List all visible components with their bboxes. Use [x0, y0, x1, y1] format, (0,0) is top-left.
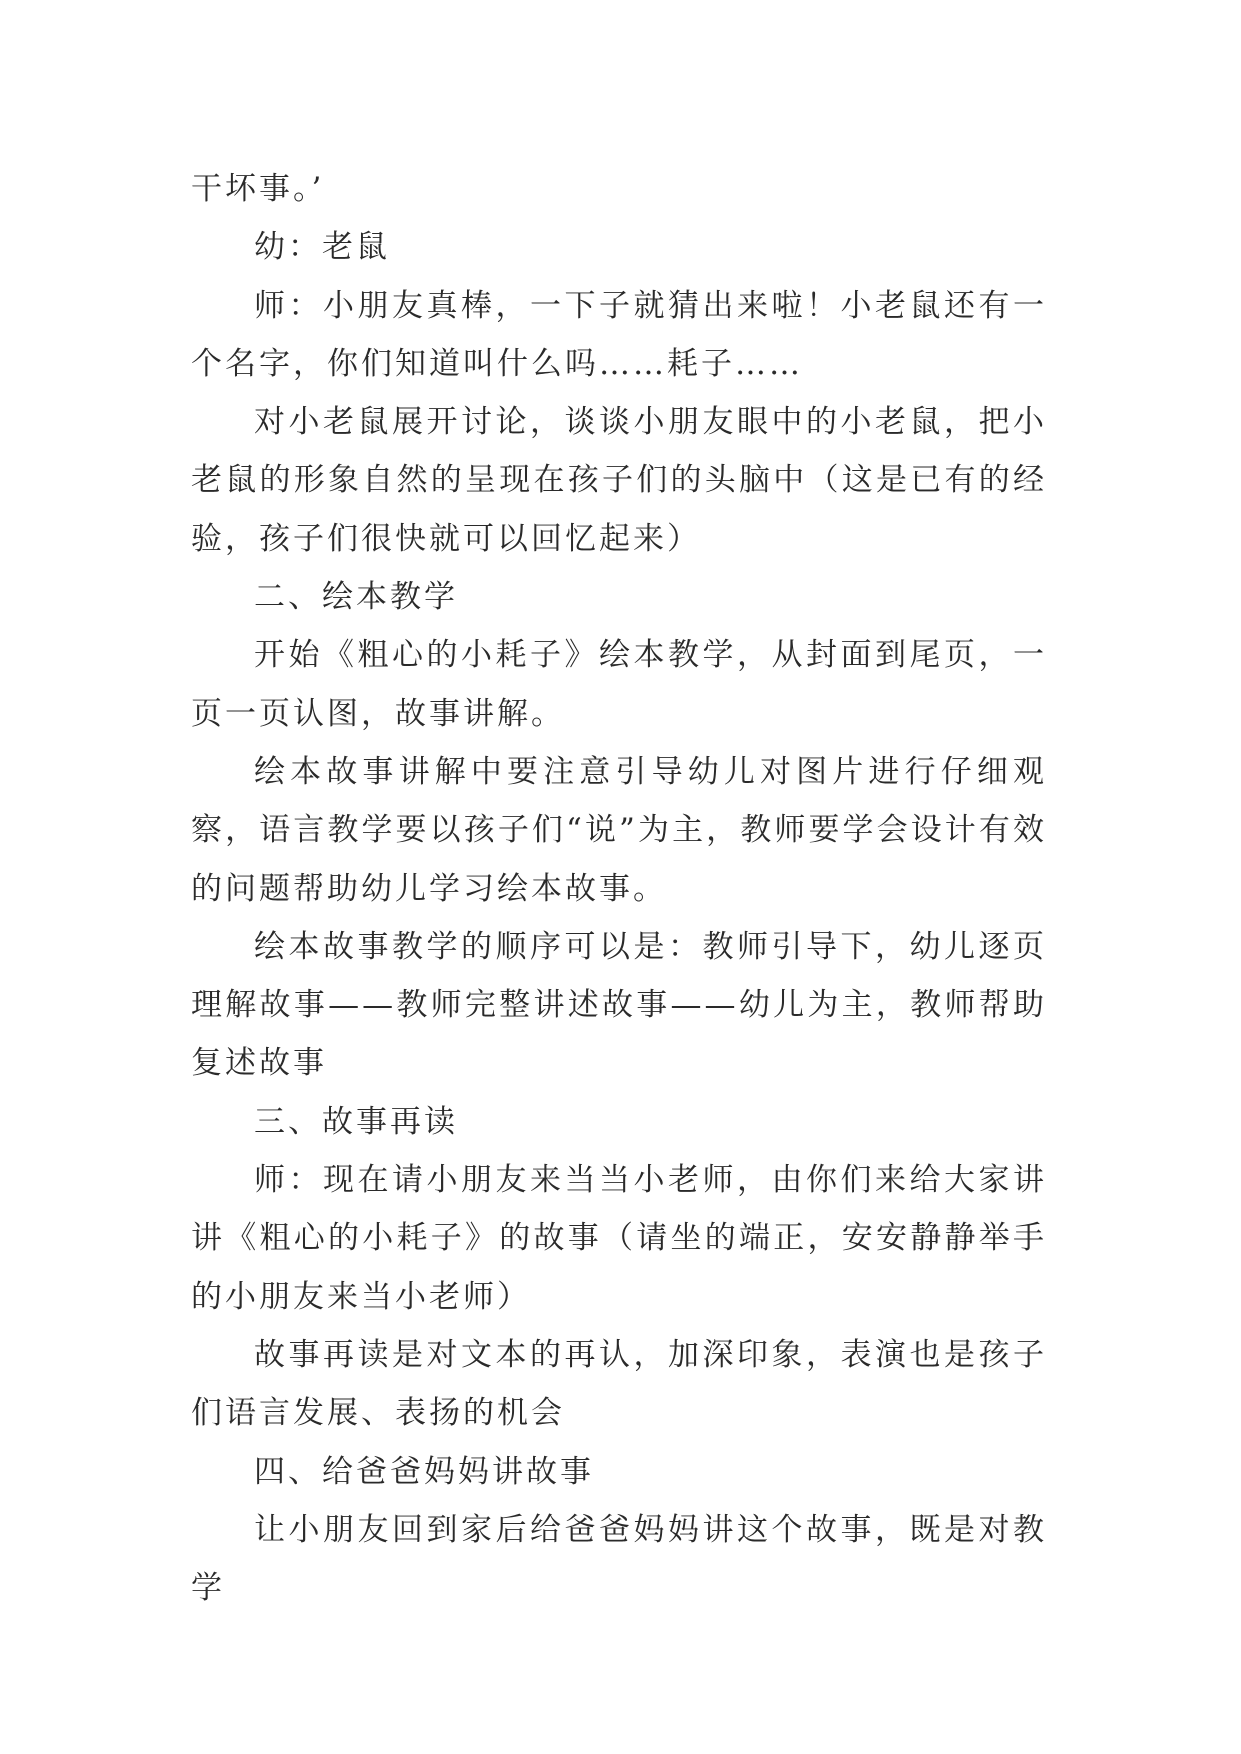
section-heading-tell-parents: 四、给爸爸妈妈讲故事: [254, 1453, 594, 1490]
paragraph-teaching-order: 绘本故事教学的顺序可以是：教师引导下，幼儿逐页理解故事——教师完整讲述故事——幼儿为主，教师帮助复述故事: [191, 928, 1047, 1082]
section-heading-story-reread: 三、故事再读: [254, 1103, 458, 1140]
paragraph-guidance: 绘本故事讲解中要注意引导幼儿对图片进行仔细观察，语言教学要以孩子们“说”为主，教师要学会设计有效的问题帮助幼儿学习绘本故事。: [191, 753, 1047, 907]
paragraph-home-retelling: 让小朋友回到家后给爸爸妈妈讲这个故事，既是对教学: [191, 1511, 1047, 1607]
paragraph-child-answer: 幼：老鼠: [254, 229, 390, 266]
paragraph-teacher-praise: 师：小朋友真棒，一下子就猜出来啦！小老鼠还有一个名字，你们知道叫什么吗……耗子……: [191, 287, 1047, 382]
paragraph-little-teacher: 师：现在请小朋友来当当小老师，由你们来给大家讲讲《粗心的小耗子》的故事（请坐的端正，安安静静举手的小朋友来当小老师）: [191, 1162, 1047, 1315]
paragraph-continuation: 干坏事。’: [191, 171, 325, 207]
paragraph-start-teaching: 开始《粗心的小耗子》绘本教学，从封面到尾页，一页一页认图，故事讲解。: [191, 637, 1047, 732]
paragraph-reread-purpose: 故事再读是对文本的再认，加深印象，表演也是孩子们语言发展、表扬的机会: [191, 1336, 1047, 1432]
section-heading-picture-book-teaching: 二、绘本教学: [254, 579, 458, 616]
paragraph-discussion: 对小老鼠展开讨论，谈谈小朋友眼中的小老鼠，把小老鼠的形象自然的呈现在孩子们的头脑中（这是已有的经验，孩子们很快就可以回忆起来）: [191, 404, 1047, 557]
document-body: [191, 160, 1047, 1617]
